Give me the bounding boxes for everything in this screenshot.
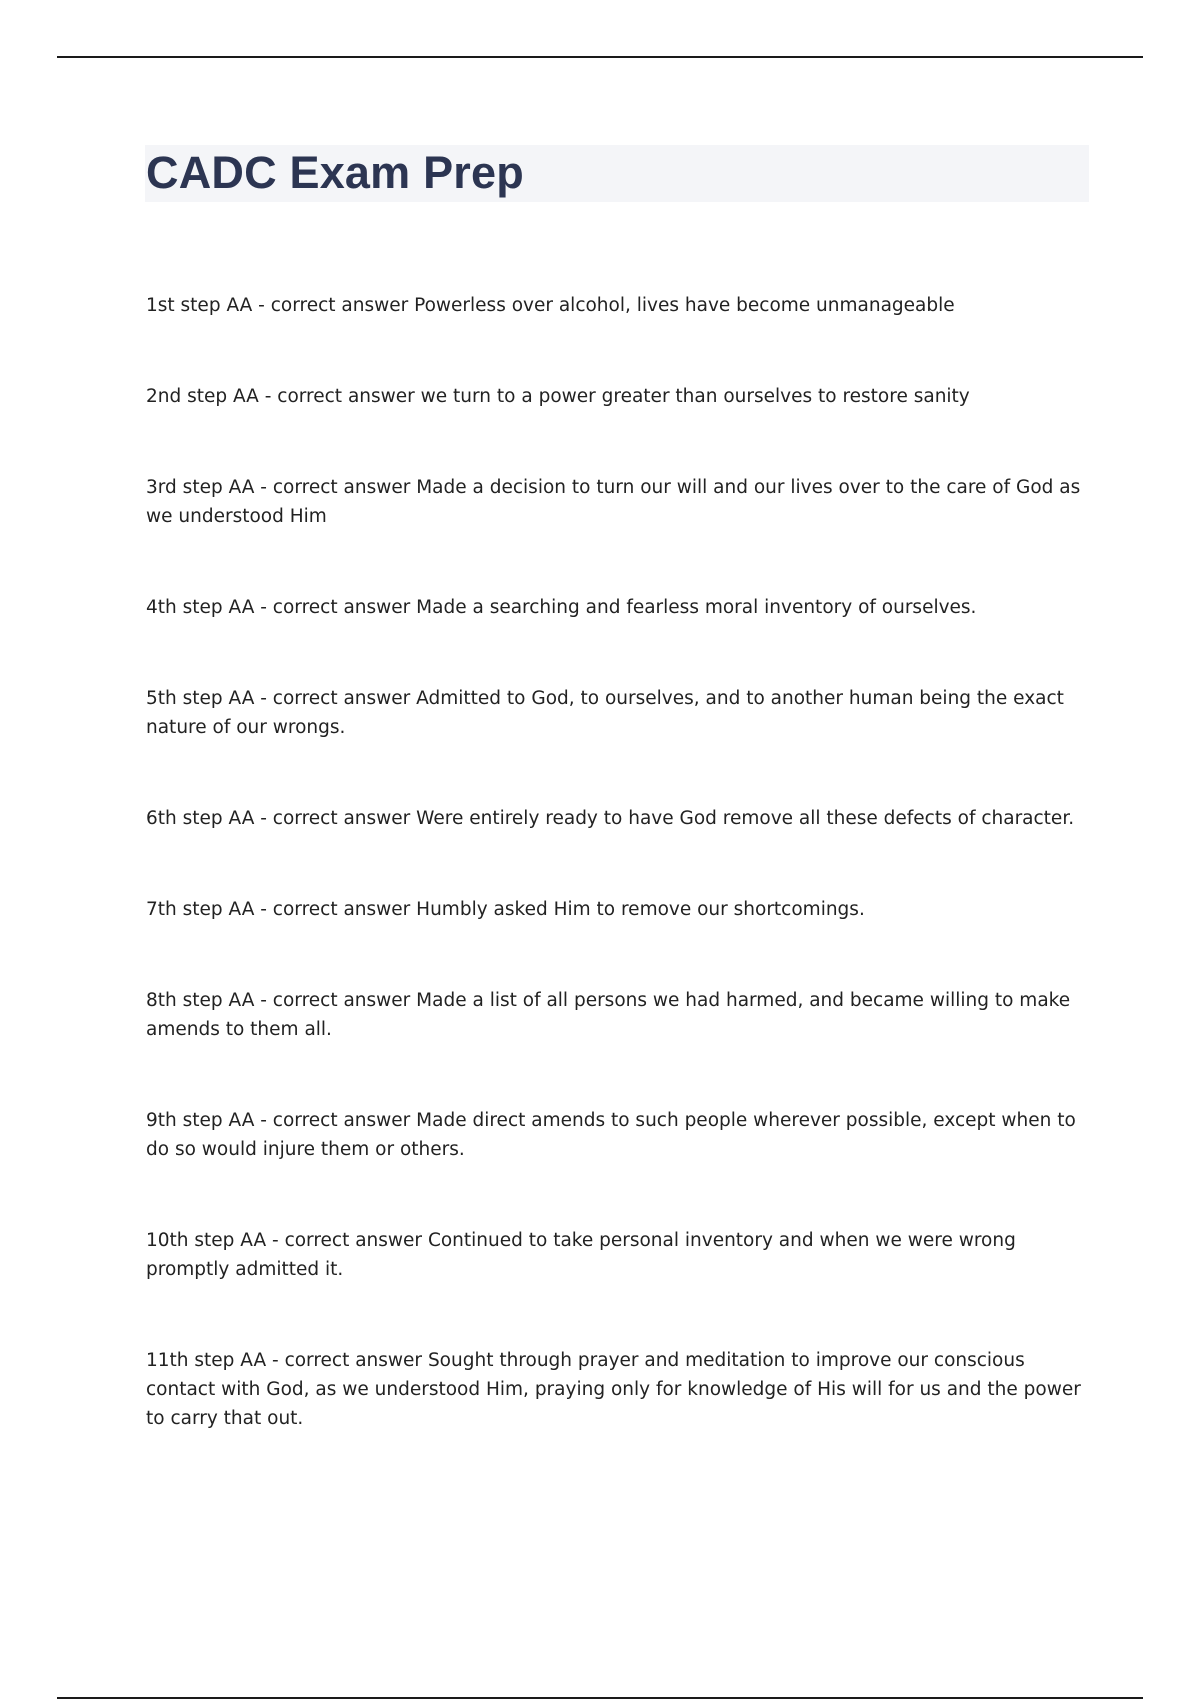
item-term: 11th step AA - <box>146 1350 285 1371</box>
item-answer-label: correct answer <box>284 1350 423 1371</box>
item-answer: Humbly asked Him to remove our shortcomings. <box>416 899 865 920</box>
list-item <box>146 291 1086 320</box>
item-term: 3rd step AA - <box>146 477 273 498</box>
item-answer-label: correct answer <box>284 1230 423 1251</box>
list-item <box>146 473 1086 531</box>
item-answer-label: correct answer <box>277 386 415 407</box>
item-term: 8th step AA - <box>146 990 273 1011</box>
item-answer-label: correct answer <box>272 477 411 498</box>
qa-list <box>146 291 1086 1433</box>
footer-rule <box>57 1697 1143 1699</box>
item-term: 2nd step AA - <box>146 386 277 407</box>
header-rule <box>57 56 1143 58</box>
item-answer: Made a list of all persons we had harmed, and became willing to make amends to them all. <box>146 990 1071 1040</box>
item-answer-label: correct answer <box>272 597 411 618</box>
item-answer-label: correct answer <box>272 688 411 709</box>
list-item <box>146 986 1086 1044</box>
item-term: 1st step AA - <box>146 295 271 316</box>
item-term: 7th step AA - <box>146 899 273 920</box>
item-answer: Powerless over alcohol, lives have become unmanageable <box>414 295 955 316</box>
item-term: 4th step AA - <box>146 597 273 618</box>
item-answer-label: correct answer <box>272 899 411 920</box>
item-term: 10th step AA - <box>146 1230 285 1251</box>
item-answer: Were entirely ready to have God remove all these defects of character. <box>416 808 1075 829</box>
list-item <box>146 593 1086 622</box>
item-answer-label: correct answer <box>272 1110 411 1131</box>
list-item <box>146 895 1086 924</box>
item-term: 9th step AA - <box>146 1110 273 1131</box>
item-answer: Made a decision to turn our will and our lives over to the care of God as we understood Him <box>146 477 1081 527</box>
item-answer: Sought through prayer and meditation to improve our conscious contact with God, as we understood Him, praying only for knowledge of His will for us and the power to carry that out. <box>146 1350 1081 1429</box>
list-item <box>146 684 1086 742</box>
list-item <box>146 1346 1086 1433</box>
item-term: 5th step AA - <box>146 688 273 709</box>
item-answer-label: correct answer <box>272 990 411 1011</box>
item-answer: Made direct amends to such people wherever possible, except when to do so would injure them or others. <box>146 1110 1076 1160</box>
item-answer: Continued to take personal inventory and when we were wrong promptly admitted it. <box>146 1230 1016 1280</box>
list-item <box>146 1106 1086 1164</box>
page-title: CADC Exam Prep <box>146 147 524 198</box>
item-answer-label: correct answer <box>270 295 409 316</box>
item-answer: we turn to a power greater than ourselves to restore sanity <box>420 386 970 407</box>
item-answer: Admitted to God, to ourselves, and to another human being the exact nature of our wrongs. <box>146 688 1064 738</box>
item-answer: Made a searching and fearless moral inventory of ourselves. <box>416 597 977 618</box>
item-term: 6th step AA - <box>146 808 273 829</box>
list-item <box>146 382 1086 411</box>
list-item <box>146 804 1086 833</box>
item-answer-label: correct answer <box>272 808 411 829</box>
list-item <box>146 1226 1086 1284</box>
